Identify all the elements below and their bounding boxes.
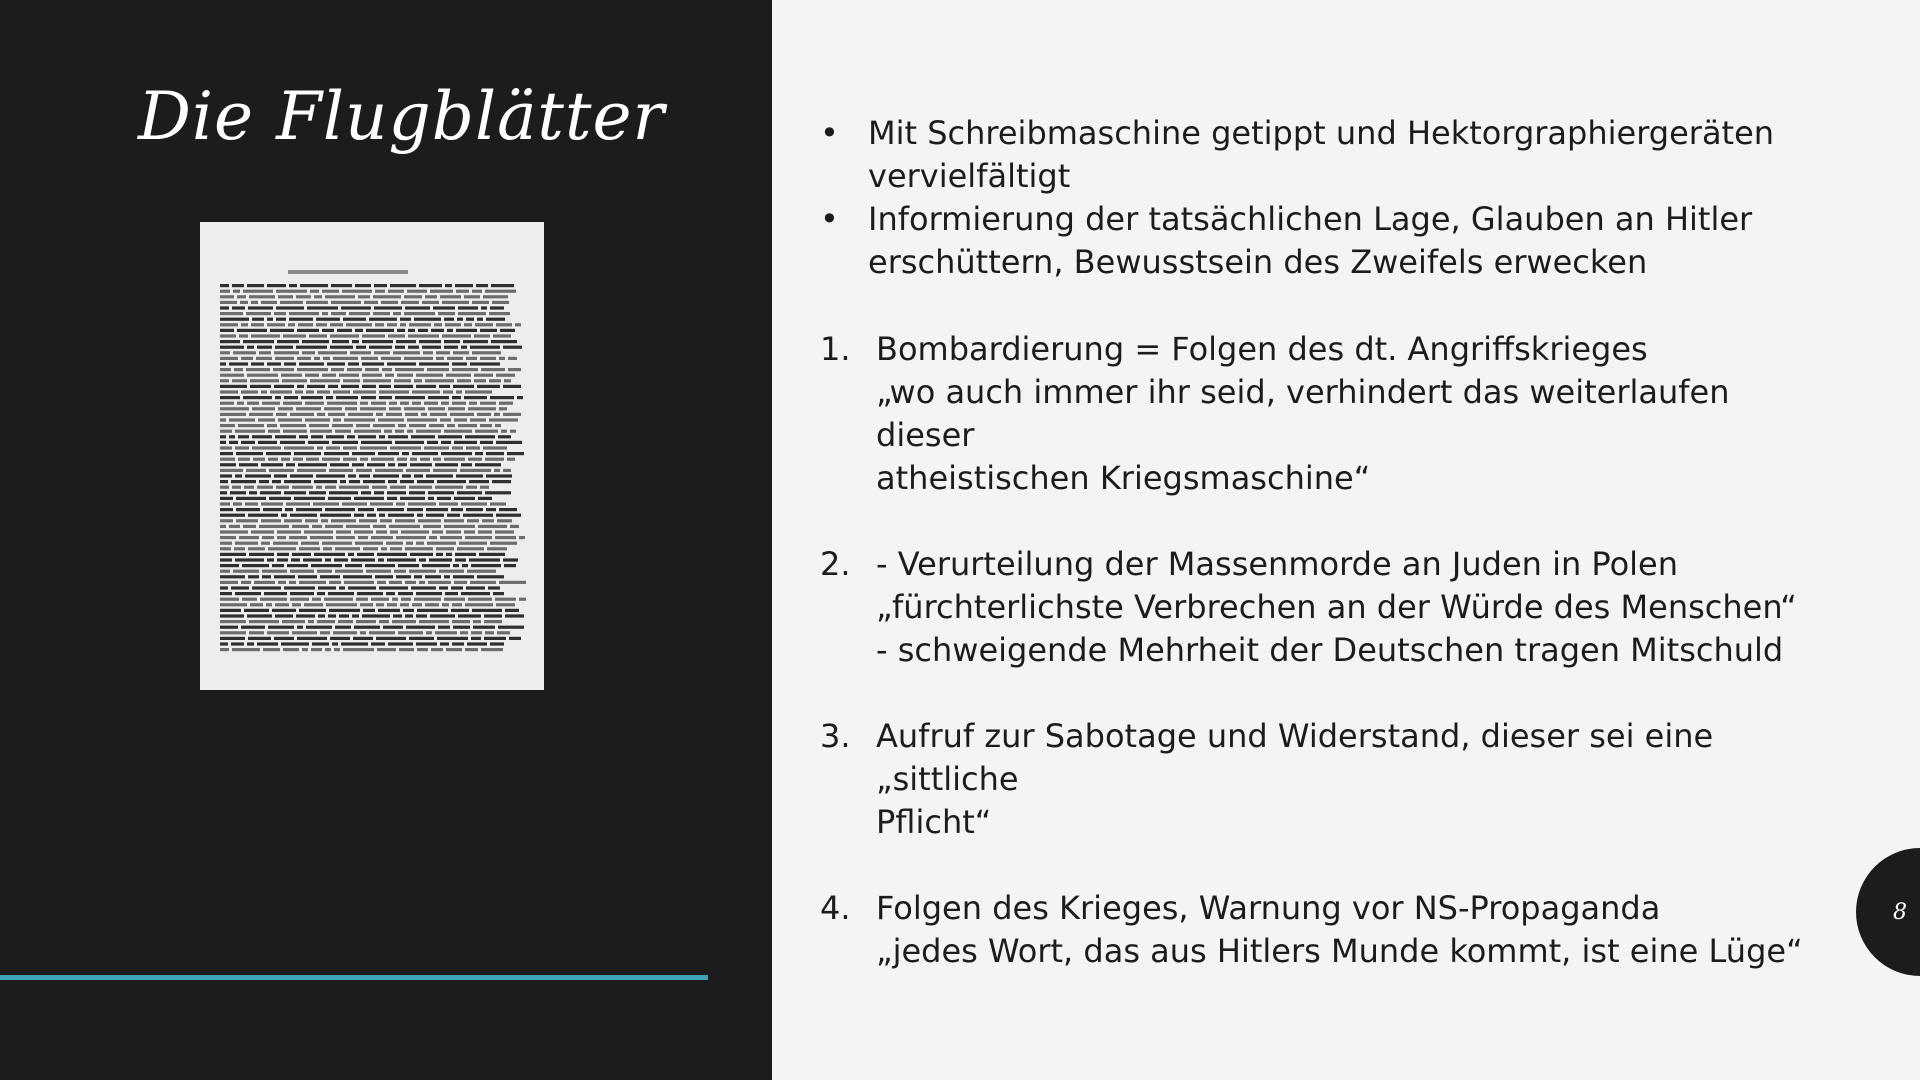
item-line: Pflicht“ bbox=[876, 803, 992, 841]
item-number: 4. bbox=[820, 889, 851, 927]
numbered-item-1 bbox=[820, 328, 1830, 500]
page-number-badge bbox=[1856, 848, 1920, 976]
item-number: 1. bbox=[820, 330, 851, 368]
bullet-item bbox=[820, 112, 1830, 198]
bullet-line: vervielfältigt bbox=[868, 157, 1071, 195]
item-number: 2. bbox=[820, 545, 851, 583]
bullet-line: Mit Schreibmaschine getippt und Hektorgraphiergeräten bbox=[868, 114, 1775, 152]
item-line: Bombardierung = Folgen des dt. Angriffskrieges bbox=[876, 330, 1648, 368]
item-line: Aufruf zur Sabotage und Widerstand, dieser sei eine „sittliche bbox=[876, 717, 1714, 798]
leaflet-scan-image bbox=[200, 222, 544, 690]
bullet-line: Informierung der tatsächlichen Lage, Glauben an Hitler bbox=[868, 200, 1753, 238]
numbered-item-4 bbox=[820, 887, 1830, 973]
item-line: - Verurteilung der Massenmorde an Juden in Polen bbox=[876, 545, 1679, 583]
item-line: „jedes Wort, das aus Hitlers Munde kommt, ist eine Lüge“ bbox=[876, 932, 1803, 970]
slide-content bbox=[820, 112, 1830, 973]
item-line: „fürchterlichste Verbrechen an der Würde des Menschen“ bbox=[876, 588, 1797, 626]
bullet-marker: • bbox=[820, 200, 839, 238]
item-line: „wo auch immer ihr seid, verhindert das weiterlaufen dieser bbox=[876, 373, 1730, 454]
numbered-item-3 bbox=[820, 715, 1830, 844]
bullet-line: erschüttern, Bewusstsein des Zweifels erwecken bbox=[868, 243, 1648, 281]
bullet-item bbox=[820, 198, 1830, 284]
item-line: atheistischen Kriegsmaschine“ bbox=[876, 459, 1371, 497]
bullet-marker: • bbox=[820, 114, 839, 152]
numbered-item-2 bbox=[820, 543, 1830, 672]
page-number: 8 bbox=[1893, 900, 1907, 925]
item-line: - schweigende Mehrheit der Deutschen tragen Mitschuld bbox=[876, 631, 1784, 669]
leaflet-scan-graphic bbox=[200, 222, 544, 690]
item-line: Folgen des Krieges, Warnung vor NS-Propaganda bbox=[876, 889, 1661, 927]
accent-line bbox=[0, 975, 708, 980]
item-number: 3. bbox=[820, 717, 851, 755]
slide-title: Die Flugblätter bbox=[138, 78, 666, 155]
